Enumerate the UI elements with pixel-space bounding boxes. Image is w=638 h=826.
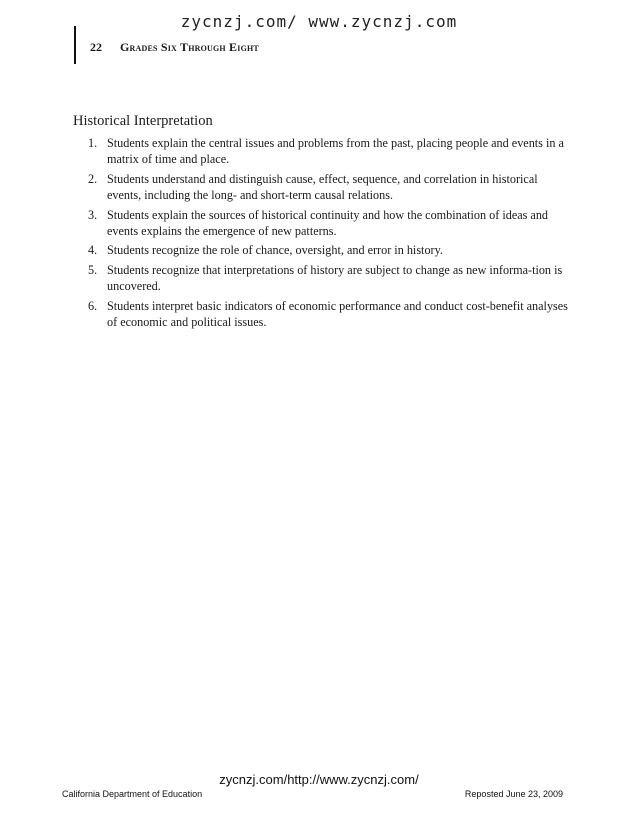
list-item [80, 207, 570, 240]
page-number: 22 [90, 40, 102, 54]
list-item [80, 262, 570, 295]
item-number: 3. [88, 207, 98, 222]
footer-date: Reposted June 23, 2009 [464, 789, 563, 799]
item-number: 5. [88, 262, 98, 277]
item-text: Students understand and distinguish cause, effect, sequence, and correlation in historical events, including the long- and short-term causal relations. [107, 171, 538, 203]
list-item [80, 135, 570, 168]
header-rule [74, 26, 76, 64]
list-item [80, 298, 570, 331]
item-text: Students recognize that interpretations of history are subject to change as new informa-tion is uncovered. [107, 262, 563, 294]
list-item [80, 171, 570, 204]
item-text: Students interpret basic indicators of economic performance and conduct cost-benefit analyses of economic and political issues. [107, 298, 568, 330]
item-number: 4. [88, 243, 98, 258]
item-number: 6. [88, 298, 98, 313]
section-heading: Historical Interpretation [73, 113, 213, 129]
top-watermark: zycnzj.com/ www.zycnzj.com [180, 12, 458, 31]
item-number: 1. [88, 136, 98, 150]
running-head: Grades Six Through Eight [120, 40, 259, 54]
item-text: Students explain the central issues and problems from the past, placing people and events in a matrix of time and place. [107, 136, 564, 167]
item-text: Students explain the sources of historical continuity and how the combination of ideas and events explains the emergence of new patterns. [107, 207, 549, 239]
item-number: 2. [88, 171, 98, 186]
list-item [80, 242, 570, 258]
item-text: Students recognize the role of chance, oversight, and error in history. [107, 243, 443, 258]
standards-list [80, 135, 570, 333]
footer-publisher: California Department of Education [62, 789, 203, 799]
bottom-watermark: zycnzj.com/http://www.zycnzj.com/ [219, 772, 419, 787]
